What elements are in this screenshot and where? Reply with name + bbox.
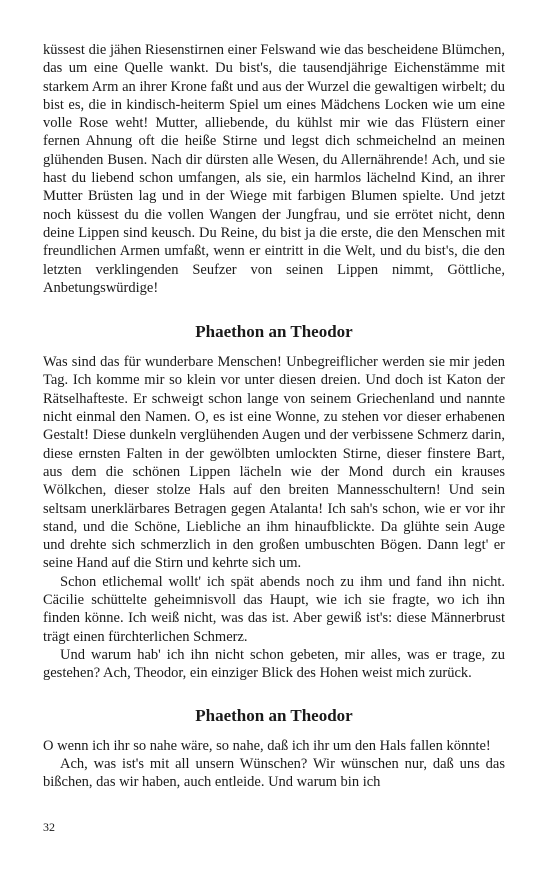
letter-heading: Phaethon an Theodor bbox=[195, 705, 353, 725]
body-paragraph: O wenn ich ihr so nahe wäre, so nahe, daß ich ihr um den Hals fallen könnte! bbox=[43, 737, 491, 754]
body-paragraph: küssest die jähen Riesenstirnen einer Felswand wie das bescheidene Blümchen, das um eine Quelle wankt. Du bist's, die tausendjährige Eichenstämme mit starkem Arm an ihrer Krone faßt und aus der Wurzel die gewaltigen wirbelt; du bist es, die in kindisch-heiterm Spiel um eines Mädchens Locken wie um eine volle Rose weht! Mutter, alliebende, du kühlst mir wie das Flüstern einer fernen Ahnung oft die heiße Stirne und legst dich schmeichelnd an meinen glühenden Busen. Nach dir dürsten alle Wesen, du Allernährende! Ach, und sie hast du liebend schon umfangen, als sie, ein harmlos lächelnd Kind, an ihrer Mutter Brüsten lag und in der Wiege mit farbigen Blumen spielte. Und jetzt noch küssest du die vollen Wangen der Jungfrau, und sie errötet nicht, denn deine Lippen sind keusch. Du Reine, du bist ja die erste, die den Menschen mit freundlichen Armen umfaßt, wenn er eintritt in die Welt, und du bist's, die den letzten verklingenden Seufzer von seinen Lippen nimmt, Göttliche, Anbetungswürdige! bbox=[43, 42, 505, 296]
page-number: 32 bbox=[43, 820, 55, 834]
page-body bbox=[43, 41, 505, 791]
body-paragraph: Was sind das für wunderbare Menschen! Unbegreiflicher werden sie mir jeden Tag. Ich komme mir so klein vor unter diesen dreien. Und doch ist Katon der Rätselhafteste. Er schweigt schon lange von seinem Griechenland und nannte nicht einmal den Namen. O, es ist eine Wonne, zu stehen vor dieser erhabenen Gestalt! Diese dunkeln verglühenden Augen und der verbissene Schmerz darin, diese ernsten Falten in der gewölbten umlockten Stirne, dieser finstere Bart, aus dem die schönen Lippen lächeln wie der Mond durch ein krauses Wölkchen, dieser stolze Hals auf den breiten Mannesschultern! Und sein seltsam unerklärbares Betragen gegen Atalanta! Ich sah's schon, wie er vor ihr stand, und die Schöne, Liebliche an ihm hinaufblickte. Da glühte sein Auge und drehte sich schmerzlich in den großen umbuschten Bögen. Dann legt' er seine Hand auf die Stirn und kehrte sich um. bbox=[43, 354, 505, 572]
body-paragraph: Schon etlichemal wollt' ich spät abends noch zu ihm und fand ihn nicht. Cäcilie schüttelte geheimnisvoll das Haupt, wie ich sie fragte, wo ich ihn finden könne. Ich weiß nicht, was das ist. Aber gewiß ist's: diese Männerbrust trägt einen fürchterlichen Schmerz. bbox=[43, 573, 505, 645]
body-paragraph: Und warum hab' ich ihn nicht schon gebeten, mir alles, was er trage, zu gestehen? Ach, Theodor, ein einziger Blick des Hohen weist mich zurück. bbox=[43, 646, 505, 682]
letter-section bbox=[43, 705, 505, 792]
letter-section bbox=[43, 321, 505, 682]
body-paragraph: Ach, was ist's mit all unsern Wünschen? Wir wünschen nur, daß uns das bißchen, das wir haben, auch entleide. Und warum bin ich bbox=[43, 755, 505, 791]
letter-heading: Phaethon an Theodor bbox=[195, 322, 353, 342]
letter-continuation bbox=[43, 41, 505, 297]
